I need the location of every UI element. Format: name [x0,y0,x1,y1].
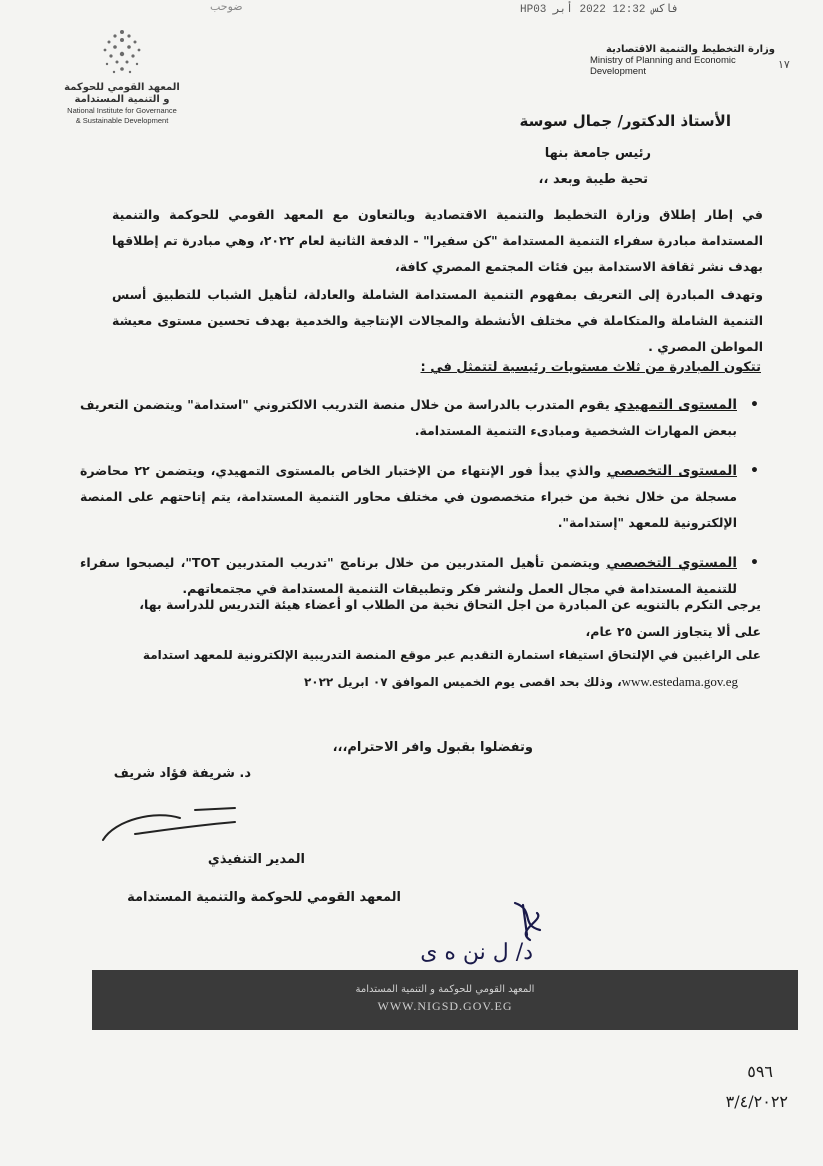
ministry-name-ar: وزارة التخطيط والتنمية الاقتصادية [606,44,775,55]
ministry-header [590,44,775,77]
archive-date: ٣/٤/٢٠٢٢ [725,1092,788,1111]
logo-ar-line1: المعهد القومي للحوكمة [64,82,180,93]
intro-paragraph: في إطار إطلاق وزارة التخطيط والتنمية الاقتصادية وبالتعاون مع المعهد القومي للحوكمة والتنمية المستدامة مبادرة سفراء التنمية المستدامة "كن سفيرا" - الدفعة الثانية لعام ٢٠٢٢، وهي مبادرة تم إطلاقها بهدف نشر ثقافة الاستدامة بين فئات المجتمع المصري كافة، [112,207,763,274]
institute-logo [52,26,192,126]
archive-number: ٥٩٦ [747,1062,773,1081]
footer-band [92,970,798,1030]
levels-heading: تتكون المبادرة من ثلاث مستويات رئيسية لتتمثل في : [420,360,761,375]
level-text: ويتضمن تأهيل المتدربين من خلال برنامج "تدريب المتدربين TOT"، ليصبحوا سفراء للتنمية المستدامة في مجال العمل ولنشر فكر وتطبيقات التنمية المستدامة في مجتمعاتهم. [80,555,737,596]
closing-line: وتفضلوا بقبول وافر الاحترام،،، [332,740,533,755]
signatory-title: المدير التنفيذي [207,852,305,867]
footer-org: المعهد القومي للحوكمة و التنمية المستدامة [355,984,535,995]
page-mark: ١٧ [778,58,790,71]
signatory-name: د. شريفة فؤاد شريف [113,766,251,781]
signature-icon [95,800,245,850]
recipient-name: الأستاذ الدكتور/ جمال سوسة [519,112,731,130]
ministry-name-en1: Ministry of Planning and Economic [590,55,736,66]
list-item [80,550,763,602]
goal-paragraph: وتهدف المبادرة إلى التعريف بمفهوم التنمية المستدامة الشاملة والعادلة، لتأهيل الشباب للتطبيق أسس التنمية الشاملة والمتكاملة في مختلف الأنشطة والمجالات الإنتاجية والخدمية بهدف تحسين مستوى معيشة المواطن المصري . [112,287,763,354]
level-name: المستوى التمهيدي [614,397,737,413]
level-text: والذي يبدأ فور الإنتهاء من الإختبار الخاص بالمستوى التمهيدي، ويتضمن ٢٢ محاضرة مسجلة من خلال نخبة من خبراء متخصصون في مختلف محاور التنمية المستدامة، يتم إتاحتهم على المنصة الإلكترونية للمعهد "إستدامة". [80,463,737,530]
request-line4 [304,674,738,690]
handwritten-note: د/ ل نن ه ى [420,940,533,965]
list-item [80,392,763,444]
levels-list [80,392,763,616]
ministry-name-en2: Development [590,66,646,77]
registration-link[interactable]: www.estedama.gov.eg [621,674,738,689]
fax-scrawl: ضوحب [210,0,243,13]
deadline-text: ، وذلك بحد اقصى يوم الخميس الموافق ٠٧ ابريل ٢٠٢٢ [303,675,622,689]
level-name: المستوى التخصصي [606,463,737,479]
footer-website: WWW.NIGSD.GOV.EG [377,999,513,1013]
request-line1: يرجى التكرم بالتنويه عن المبادرة من اجل التحاق نخبة من الطلاب او أعضاء هيئة التدريس للدراسة بها، [139,597,761,612]
logo-ar-line2: و التنمية المستدامة [74,94,170,105]
greeting: تحية طيبة وبعد ،، [538,172,648,187]
fax-header: HPفاكس 12:32 2022 أبر 03 [520,4,679,16]
level-text: يقوم المتدرب بالدراسة من خلال منصة التدريب الالكتروني "استدامة" ويتضمن التعريف ببعض المهارات الشخصية ومبادىء التنمية المستدامة. [80,397,737,438]
level-name: المستوي التخصصي [606,555,737,571]
request-line2: على ألا يتجاوز السن ٢٥ عام، [585,624,761,639]
signatory-org: المعهد القومي للحوكمة والتنمية المستدامة [127,890,401,905]
recipient-title: رئيس جامعة بنها [544,146,651,161]
logo-en-line1: National Institute for Governance [67,106,177,115]
list-item [80,458,763,536]
logo-en-line2: & Sustainable Development [75,116,169,125]
institute-emblem-icon [87,26,157,78]
request-line3: على الراغبين في الإلتحاق استيفاء استمارة التقديم عبر موقع المنصة التدريبية الإلكترونية للمعهد استدامة [142,648,761,662]
